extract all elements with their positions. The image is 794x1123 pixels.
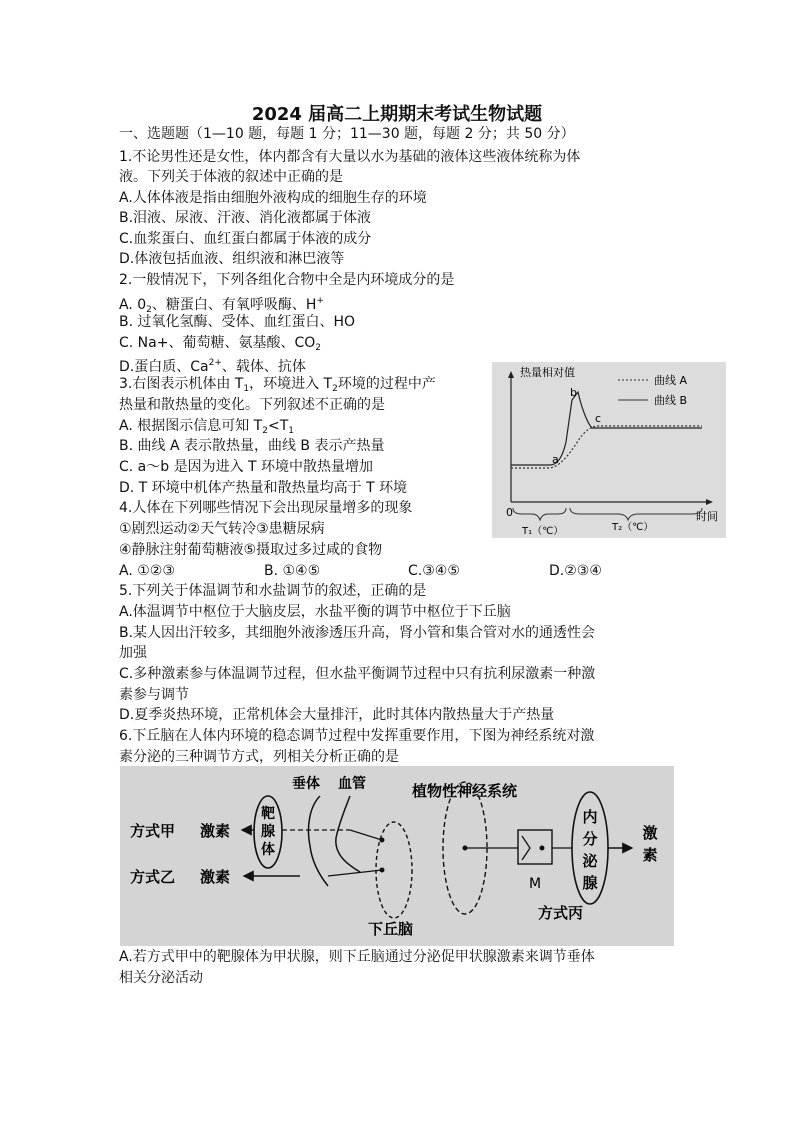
way-c-hormone-char2: 素 [642,846,658,864]
q1-option-a: A.人体体液是指由细胞外液构成的细胞生存的环境 [119,190,427,206]
chart-ylabel: 热量相对值 [520,366,575,379]
t2-brace [570,508,702,520]
q3-option-c: C. a～b 是因为进入 T 环境中散热量增加 [119,459,374,475]
q5-stem: 5.下列关于体温调节和水盐调节的叙述，正确的是 [119,583,427,599]
way-c-label: 方式丙 [538,904,584,922]
m-label: M [528,876,542,892]
point-c-label: c [595,412,602,425]
way-a-label: 方式甲 [130,822,176,840]
way-a-hormone: 激素 [200,822,231,840]
q4-option-c: C.③④⑤ [408,563,460,579]
q5-option-c-line1: C.多种激素参与体温调节过程，但水盐平衡调节过程中只有抗利尿激素一种激 [119,666,596,682]
q6-stem-line2: 素分泌的三种调节方式，列相关分析正确的是 [119,749,399,765]
q1-option-c: C.血浆蛋白、血红蛋白都属于体液的成分 [119,231,372,247]
pituitary-label: 垂体 [292,776,320,792]
q1-option-b: B.泪液、尿液、汗液、消化液都属于体液 [119,210,372,226]
target-gland-char2: 腺 [261,824,275,840]
target-gland-char1: 靶 [261,806,275,822]
q4-items-line2: ④静脉注射葡萄糖液⑤摄取过多过咸的食物 [119,542,383,558]
q2-stem: 2.一般情况下，下列各组化合物中全是内环境成分的是 [119,272,455,288]
t1-brace [513,508,566,520]
q3-option-d: D. T 环境中机体产热量和散热量均高于 T 环境 [119,480,408,496]
chart-xlabel: 时间 [696,510,718,523]
q6-stem-line1: 6.下丘脑在人体内环境的稳态调节过程中发挥重要作用，下图为神经系统对激 [119,728,595,744]
endocrine-char3: 泌 [582,852,598,870]
autonomic-label: 植物性神经系统 [412,782,518,800]
q2-option-a: A. $0_2$、糖蛋白、有氧呼吸酶、H+ [119,296,324,315]
regulation-diagram-figure [120,766,674,946]
legend-curve-b: 曲线 B [654,394,688,407]
section-heading: 一、选题题（1—10 题，每题 1 分；11—30 题，每题 2 分；共 50 分） [119,126,575,142]
q5-option-d: D.夏季炎热环境，正常机体会大量排汗，此时其体内散热量大于产热量 [119,707,555,723]
q5-option-b-line2: 加强 [119,645,147,661]
t2-label: T₂（℃） [612,522,654,533]
way-b-hormone: 激素 [200,868,231,886]
way-b-label: 方式乙 [130,868,176,886]
endocrine-char2: 分 [582,830,598,848]
q4-option-a: A. ①②③ [119,563,175,579]
q4-option-b: B. ①④⑤ [264,563,321,579]
chart-origin: 0 [506,506,513,519]
endocrine-char1: 内 [582,808,598,826]
q4-items-line1: ①剧烈运动②天气转冷③患糖尿病 [119,521,325,537]
q5-option-c-line2: 素参与调节 [119,687,189,703]
vessel-shape [336,796,360,872]
q1-stem-line2: 液。下列关于体液的叙述中正确的是 [119,169,343,185]
q5-option-b-line1: B.某人因出汗较多，其细胞外液渗透压升高，肾小管和集合管对水的通透性会 [119,625,596,641]
t1-label: T₁（℃） [522,526,564,537]
pituitary-shape [308,796,328,886]
q1-stem-line1: 1.不论男性还是女性，体内都含有大量以水为基础的液体这些液体统称为体 [119,149,581,165]
curve-a-line [511,426,702,468]
legend-curve-a: 曲线 A [654,374,688,387]
q2-option-c: C. Na+、葡萄糖、氨基酸、$CO_2$ [119,335,321,353]
vessel-label: 血管 [338,776,366,792]
point-a-label: a [552,453,559,466]
hypothalamus-label: 下丘脑 [368,920,414,938]
q1-option-d: D.体液包括血液、组织液和淋巴液等 [119,251,345,267]
q2-option-d: D.蛋白质、$Ca^{2+}$、载体、抗体 [119,358,306,375]
page-title: 2024 届高二上期期末考试生物试题 [251,104,543,125]
way-c-hormone-char1: 激 [642,824,658,842]
heat-curve-figure [492,362,726,538]
q5-option-a: A.体温调节中枢位于大脑皮层，水盐平衡的调节中枢位于下丘脑 [119,604,511,620]
q4-stem: 4.人体在下列哪些情况下会出现尿量增多的现象 [119,500,413,516]
q2-option-b: B. 过氧化氢酶、受体、血红蛋白、HO [119,314,356,330]
q3-option-b: B. 曲线 A 表示散热量，曲线 B 表示产热量 [119,438,385,454]
q4-option-d: D.②③④ [549,563,602,579]
q3-stem-line1: 3.右图表示机体由 $T_1$，环境进入 $T_2$环境的过程中产 [119,376,436,394]
q3-option-a: A. 根据图示信息可知 $T_2<T_1$ [119,418,294,436]
q3-stem-line2: 热量和散热量的变化。下列叙述不正确的是 [119,397,385,413]
q6-option-a-line1: A.若方式甲中的靶腺体为甲状腺，则下丘脑通过分泌促甲状腺激素来调节垂体 [119,949,595,965]
point-b-label: b [570,386,577,399]
target-gland-char3: 体 [261,842,275,858]
q6-option-a-line2: 相关分泌活动 [119,970,203,986]
endocrine-char4: 腺 [582,874,598,892]
